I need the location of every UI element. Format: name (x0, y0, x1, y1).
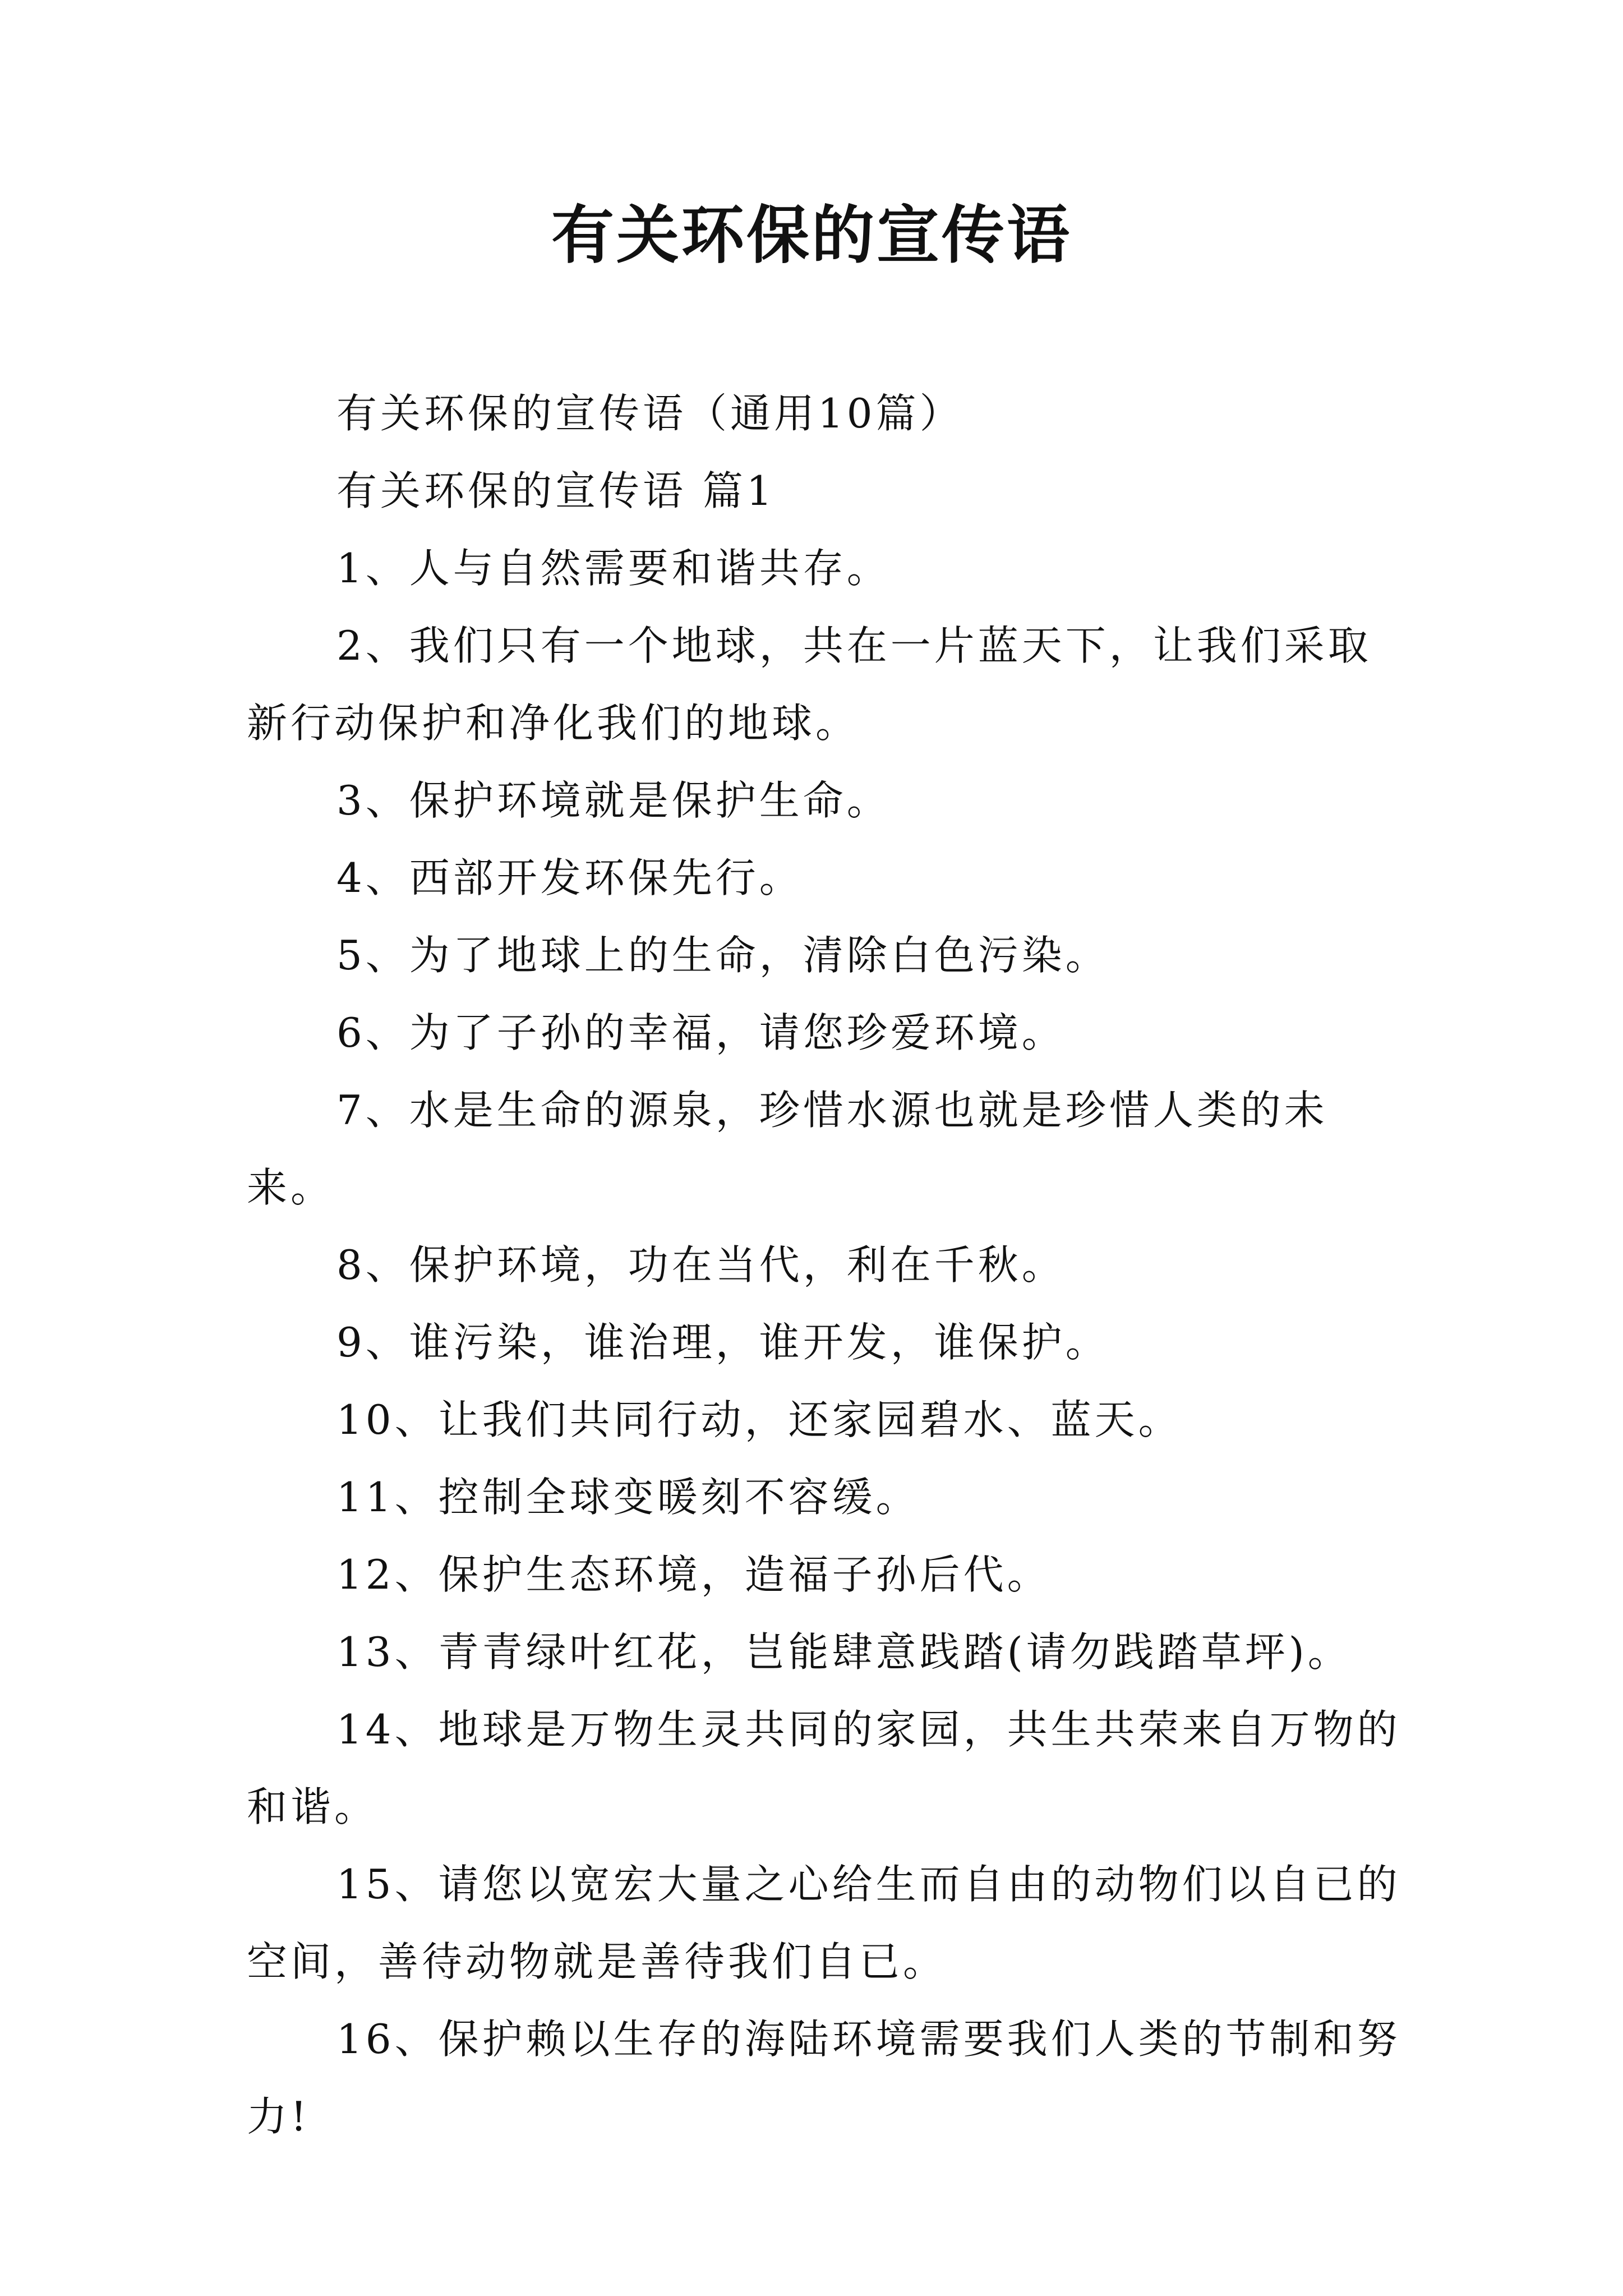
slogan-item: 6、为了子孙的幸福，请您珍爱环境。 (336, 1009, 1066, 1056)
slogan-item: 13、青青绿叶红花，岂能肆意践踏(请勿践踏草坪)。 (336, 1628, 1352, 1676)
document-title: 有关环保的宣传语 (551, 199, 1072, 272)
slogan-item: 5、为了地球上的生命，清除白色污染。 (336, 932, 1109, 979)
slogan-item: 3、保护环境就是保护生命。 (336, 777, 891, 824)
slogan-item: 8、保护环境，功在当代，利在千秋。 (336, 1241, 1066, 1289)
slogan-item: 4、西部开发环保先行。 (336, 854, 803, 901)
slogan-item: 7、水是生命的源泉，珍惜水源也就是珍惜人类的未来。 (247, 1087, 1328, 1211)
slogan-item: 14、地球是万物生灵共同的家园，共生共荣来自万物的和谐。 (247, 1706, 1401, 1830)
document-body (247, 375, 1402, 2155)
slogan-item: 10、让我们共同行动，还家园碧水、蓝天。 (336, 1396, 1182, 1443)
slogan-item: 12、保护生态环境，造福子孙后代。 (336, 1551, 1051, 1598)
slogan-item: 16、保护赖以生存的海陆环境需要我们人类的节制和努力! (247, 2016, 1401, 2140)
slogan-item: 15、请您以宽宏大量之心给生而自由的动物们以自已的空间，善待动物就是善待我们自已。 (247, 1861, 1401, 1985)
slogan-item: 1、人与自然需要和谐共存。 (336, 545, 891, 592)
slogan-item: 2、我们只有一个地球，共在一片蓝天下，让我们采取新行动保护和净化我们的地球。 (247, 622, 1372, 747)
section-heading: 有关环保的宣传语 篇1 (336, 467, 776, 514)
subtitle: 有关环保的宣传语（通用10篇） (336, 390, 963, 437)
slogan-item: 9、谁污染，谁治理，谁开发，谁保护。 (336, 1319, 1109, 1366)
slogan-item: 11、控制全球变暖刻不容缓。 (336, 1474, 920, 1521)
